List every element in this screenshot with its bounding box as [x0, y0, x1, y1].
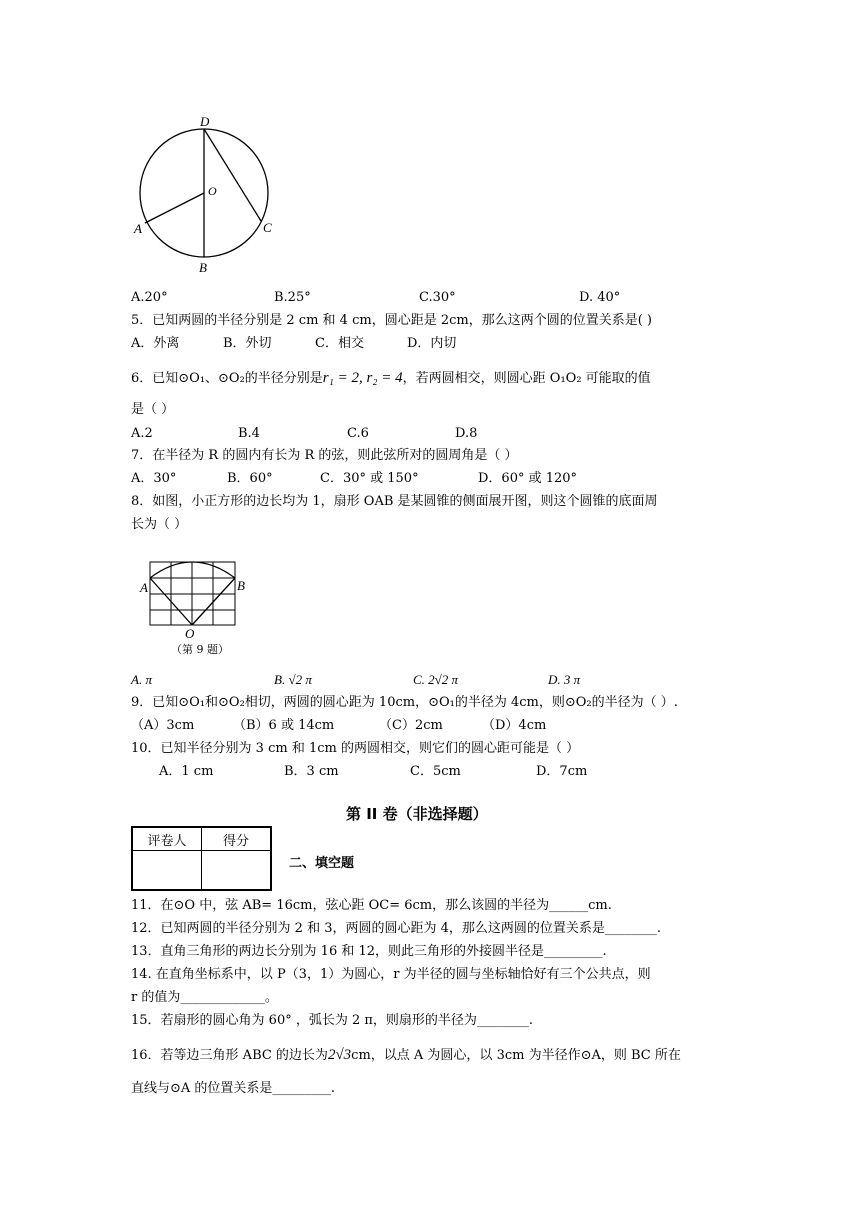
grid-sector-figure	[138, 556, 263, 661]
q14-line1: 14. 在直角坐标系中，以 P（3，1）为圆心，r 为半径的圆与坐标轴恰好有三个公共点，则	[131, 967, 651, 982]
grid-label-b: B	[237, 578, 245, 593]
q9-option-a: （A）3cm	[131, 718, 195, 733]
score-table-grader-cell[interactable]	[132, 851, 202, 891]
q12-text: 12．已知两圆的半径分别为 2 和 3，两圆的圆心距为 4，那么这两圆的位置关系是________.	[131, 921, 662, 936]
q6-option-a: A.2	[131, 426, 153, 441]
q14-line2: r 的值为_____________。	[131, 990, 278, 1005]
q10-options	[159, 764, 587, 780]
q10-text: 10．已知半径分别为 3 cm 和 1cm 的两圆相交，则它们的圆心距可能是（ ）	[131, 741, 580, 756]
label-d: D	[200, 114, 210, 129]
q9-option-d: （D）4cm	[482, 718, 547, 733]
score-table-header-score: 得分	[202, 827, 272, 851]
grid-label-a: A	[140, 580, 148, 595]
q6-options	[131, 426, 477, 442]
grid-lines	[150, 562, 235, 625]
section-fill-blank-title: 二、填空题	[289, 856, 355, 871]
q9-option-b: （B）6 或 14cm	[233, 718, 335, 733]
q7-option-d: D．60° 或 120°	[478, 471, 578, 486]
q16-math: 2√3	[327, 1047, 352, 1063]
q4-option-a: A.20°	[131, 290, 168, 305]
q5-option-d: D．内切	[407, 336, 457, 351]
label-o: O	[208, 184, 217, 198]
q8-option-d: D. 3 π	[548, 672, 581, 687]
q8-option-c: C. 2√2 π	[413, 672, 459, 687]
q8-line2: 长为（ ）	[131, 517, 188, 532]
q8-option-b: B. √2 π	[274, 672, 312, 687]
q7-option-c: C．30° 或 150°	[320, 471, 419, 486]
q5-text: 5．已知两圆的半径分别是 2 cm 和 4 cm，圆心距是 2cm，那么这两个圆的位置关系是( )	[131, 313, 652, 328]
q10-option-d: D．7cm	[536, 764, 588, 779]
radius-oa	[145, 193, 204, 223]
q9-text: 9．已知⊙O₁和⊙O₂相切，两圆的圆心距为 10cm，⊙O₁的半径为 4cm，则⊙O₂的半径为（ ）.	[131, 695, 678, 710]
q4-option-b: B.25°	[274, 290, 311, 305]
score-table-header-grader: 评卷人	[132, 827, 202, 851]
score-table-score-cell[interactable]	[202, 851, 272, 891]
q11-text: 11．在⊙O 中，弦 AB= 16cm，弦心距 OC= 6cm，那么该圆的半径为______cm.	[131, 898, 612, 913]
q4-options	[131, 290, 620, 306]
q7-option-a: A．30°	[131, 471, 177, 486]
q6-option-d: D.8	[455, 426, 478, 441]
score-table	[131, 826, 272, 891]
q5-option-a: A．外离	[131, 336, 180, 351]
q6-math: r₁ = 2, r₂ = 4	[322, 370, 403, 386]
q10-option-b: B．3 cm	[284, 764, 339, 779]
q9-option-c: （C）2cm	[379, 718, 443, 733]
q5-option-c: C．相交	[315, 336, 364, 351]
q5-option-b: B．外切	[223, 336, 272, 351]
q7-options	[131, 471, 577, 487]
q6-text-a: 6．已知⊙O₁、⊙O₂的半径分别是	[131, 371, 323, 386]
circle-figure	[128, 110, 288, 280]
q10-option-a: A．1 cm	[159, 764, 214, 779]
grid-label-o: O	[185, 626, 195, 641]
label-b: B	[199, 260, 207, 275]
q9-options	[131, 718, 546, 734]
q6-line2: 是（ ）	[131, 402, 175, 417]
label-c: C	[263, 220, 272, 235]
grid-caption: （第 9 题）	[171, 643, 229, 656]
q6-option-b: B.4	[238, 426, 260, 441]
part2-title: 第 II 卷（非选择题）	[346, 805, 488, 823]
q13-text: 13．直角三角形的两边长分别为 16 和 12，则此三角形的外接圆半径是_________.	[131, 944, 607, 959]
q16-line2: 直线与⊙A 的位置关系是_________.	[131, 1081, 336, 1096]
q7-option-b: B．60°	[227, 471, 273, 486]
q4-option-c: C.30°	[419, 290, 456, 305]
q10-option-c: C．5cm	[410, 764, 461, 779]
chord-dc	[204, 129, 261, 221]
q16-line1	[131, 1047, 681, 1064]
q5-options	[131, 336, 456, 352]
q15-text: 15．若扇形的圆心角为 60° ，弧长为 2 π，则扇形的半径为________.	[131, 1013, 534, 1028]
q4-option-d: D. 40°	[579, 290, 621, 305]
q6-option-c: C.6	[347, 426, 369, 441]
q8-line1: 8．如图，小正方形的边长均为 1，扇形 OAB 是某圆锥的侧面展开图，则这个圆锥的底面周	[131, 494, 658, 509]
q8-option-a: A. π	[131, 672, 152, 687]
q8-options	[131, 672, 580, 689]
q6-line1	[131, 370, 651, 387]
q7-text: 7．在半径为 R 的圆内有长为 R 的弦，则此弦所对的圆周角是（ ）	[131, 448, 518, 463]
q16-text-b: cm，以点 A 为圆心，以 3cm 为半径作⊙A，则 BC 所在	[351, 1048, 681, 1063]
q16-text-a: 16．若等边三角形 ABC 的边长为	[131, 1048, 328, 1063]
label-a: A	[134, 221, 142, 236]
q6-text-b: ，若两圆相交，则圆心距 O₁O₂ 可能取的值	[402, 371, 651, 386]
